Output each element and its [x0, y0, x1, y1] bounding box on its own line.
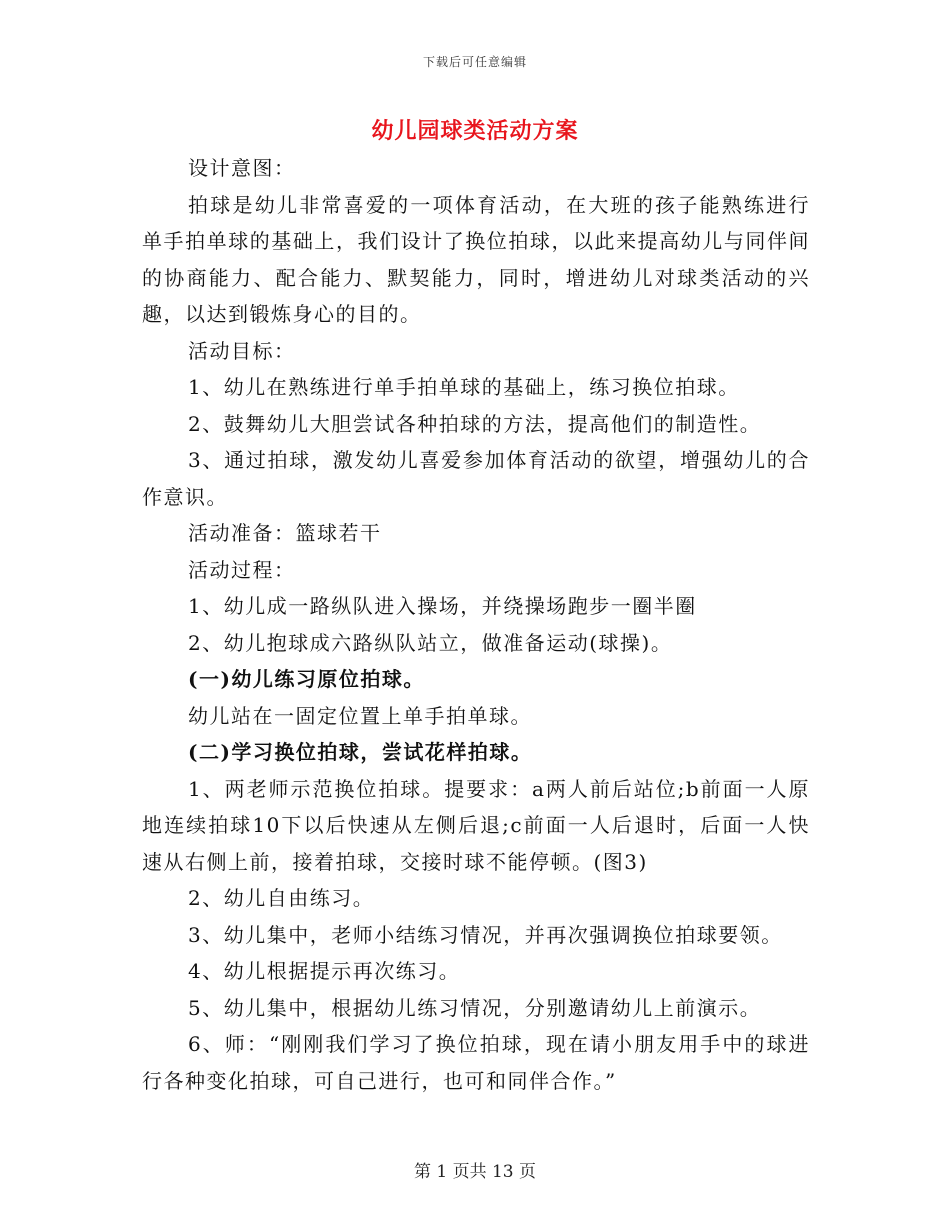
paragraph-objectives-heading: 活动目标： [188, 338, 296, 363]
section-heading-1: (一)幼儿练习原位拍球。 [188, 667, 425, 691]
document-title: 幼儿园球类活动方案 [371, 118, 579, 144]
paragraph-preparation: 活动准备：篮球若干 [188, 521, 382, 545]
paragraph-objective-1: 1、幼儿在熟练进行单手拍单球的基础上，练习换位拍球。 [188, 375, 740, 399]
paragraph-step-3: 3、幼儿集中，老师小结练习情况，并再次强调换位拍球要领。 [188, 922, 783, 947]
section-heading-2: (二)学习换位拍球，尝试花样拍球。 [188, 740, 533, 764]
paragraph-design-intent: 拍球是幼儿非常喜爱的一项体育活动，在大班的孩子能熟练进行单手拍单球的基础上，我们设计了换位拍球，以此来提高幼儿与同伴间的协商能力、配合能力、默契能力，同时，增进幼儿对球类活动的兴趣，以达到锻炼身心的目的。 [142, 192, 810, 326]
page-footer: 第 1 页共 13 页 [413, 1162, 537, 1182]
paragraph-step-5: 5、幼儿集中，根据幼儿练习情况，分别邀请幼儿上前演示。 [188, 995, 762, 1020]
paragraph-process-1: 1、幼儿成一路纵队进入操场，并绕操场跑步一圈半圈 [188, 594, 697, 618]
paragraph-step-1: 1、两老师示范换位拍球。提要求：a两人前后站位;b前面一人原地连续拍球10下以后快速从左侧后退;c前面一人后退时，后面一人快速从右侧上前，接着拍球，交接时球不能停顿。(图3) [142, 776, 810, 874]
paragraph-process-2: 2、幼儿抱球成六路纵队站立，做准备运动(球操)。 [188, 630, 673, 655]
paragraph-step-2: 2、幼儿自由练习。 [188, 886, 375, 910]
paragraph-step-6: 6、师：“刚刚我们学习了换位拍球，现在请小朋友用手中的球进行各种变化拍球，可自己进行，也可和同伴合作。” [142, 1032, 810, 1093]
document-body [142, 150, 810, 1099]
paragraph-process-heading: 活动过程： [188, 557, 296, 582]
header-note: 下载后可任意编辑 [422, 55, 527, 69]
paragraph-section-1: 幼儿站在一固定位置上单手拍单球。 [188, 703, 532, 728]
paragraph-objective-3: 3、通过拍球，激发幼儿喜爱参加体育活动的欲望，增强幼儿的合作意识。 [142, 448, 810, 509]
paragraph-step-4: 4、幼儿根据提示再次练习。 [188, 959, 461, 983]
paragraph-design-intent-heading: 设计意图： [188, 156, 296, 180]
paragraph-objective-2: 2、鼓舞幼儿大胆尝试各种拍球的方法，提高他们的制造性。 [188, 411, 762, 436]
